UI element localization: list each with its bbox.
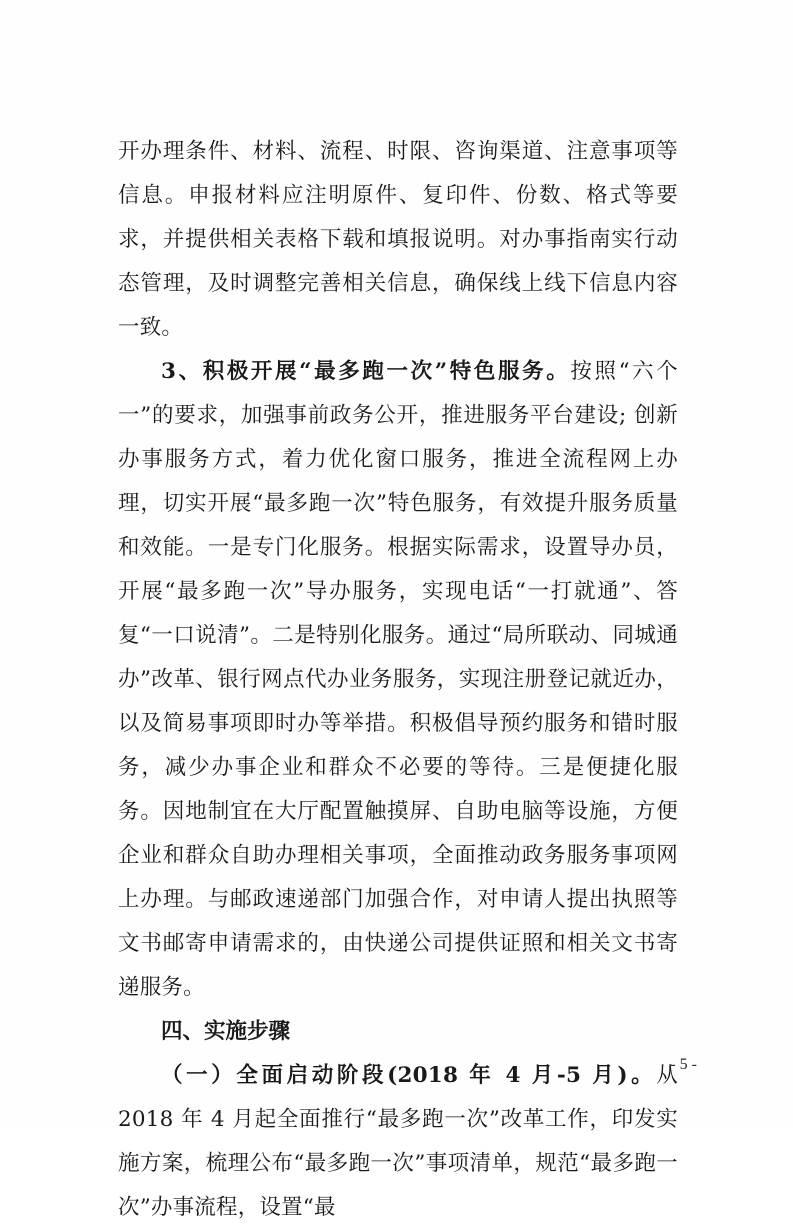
section-heading-implementation-steps: 四、实施步骤 [161,1019,291,1044]
paragraph-lead-phase-one: （一）全面启动阶段(2018 年 4 月-5 月)。 [161,1063,657,1088]
page-number: - 5 - [670,1056,697,1073]
paragraph-text-phase-one: 从 2018 年 4 月起全面推行“最多跑一次”改革工作，印发实施方案，梳理公布“最多跑一次”事项清单，规范“最多跑一次”办事流程，设置“最 [118,1063,678,1220]
paragraph-phase-one [118,1054,678,1230]
paragraph-special-service [118,350,678,1010]
document-body [118,130,678,1230]
paragraph-continuation: 开办理条件、材料、流程、时限、咨询渠道、注意事项等信息。申报材料应注明原件、复印件、份数、格式等要求，并提供相关表格下载和填报说明。对办事指南实行动态管理，及时调整完善相关信息，确保线上线下信息内容一致。 [118,139,678,340]
paragraph-lead-special-service: 3、积极开展“最多跑一次”特色服务。 [161,359,571,384]
paragraph-text-special-service: 按照“六个一”的要求，加强事前政务公开，推进服务平台建设; 创新办事服务方式，着力优化窗口服务，推进全流程网上办理，切实开展“最多跑一次”特色服务，有效提升服务质量和效能。一是专门化服务。根据实际需求，设置导办员，开展“最多跑一次”导办服务，实现电话“一打就通”、答复“一口说清”。二是特别化服务。通过“局所联动、同城通办”改革、银行网点代办业务服务，实现注册登记就近办，以及简易事项即时办等举措。积极倡导预约服务和错时服务，减少办事企业和群众不必要的等待。三是便捷化服务。因地制宜在大厅配置触摸屏、自助电脑等设施，方便企业和群众自助办理相关事项，全面推动政务服务事项网上办理。与邮政速递部门加强合作，对申请人提出执照等文书邮寄申请需求的，由快递公司提供证照和相关文书寄递服务。 [118,359,678,1000]
